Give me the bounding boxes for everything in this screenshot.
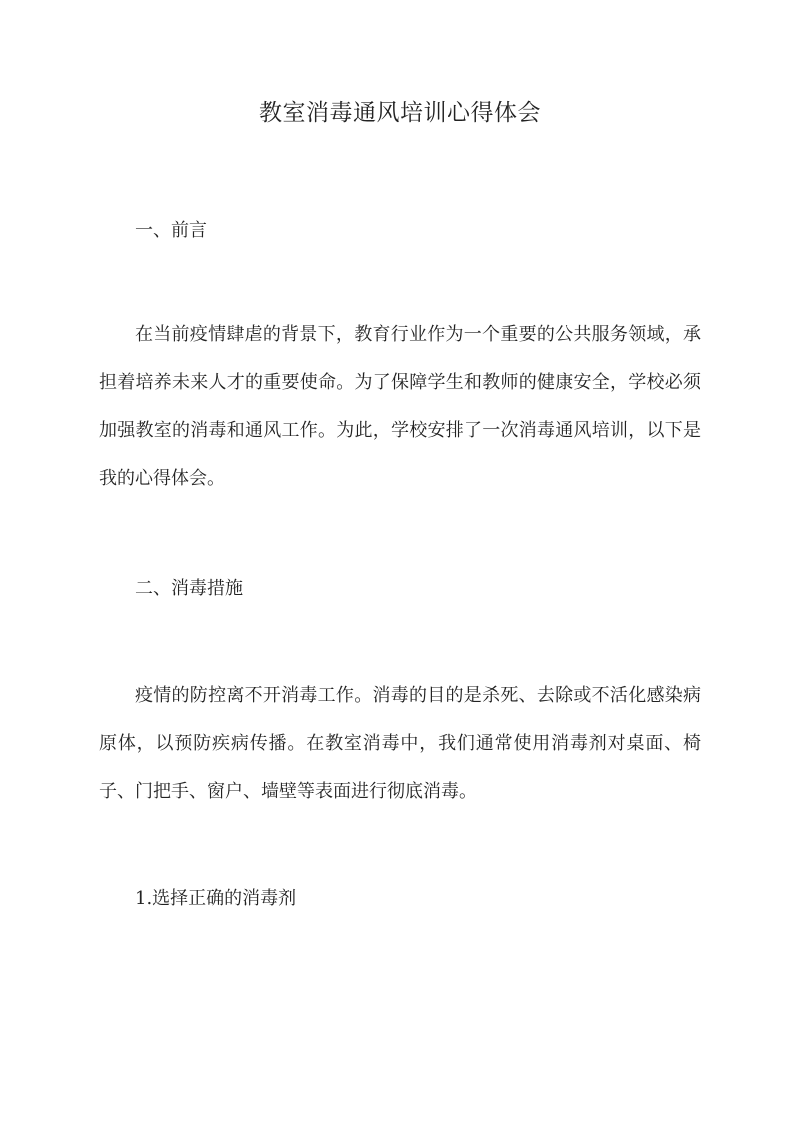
section-heading-preface: 一、前言 <box>135 220 207 241</box>
paragraph-preface: 在当前疫情肆虐的背景下，教育行业作为一个重要的公共服务领域，承担着培养未来人才的重要使命。为了保障学生和教师的健康安全，学校必须加强教室的消毒和通风工作。为此，学校安排了一次消毒通风培训，以下是我的心得体会。 <box>99 324 701 489</box>
subheading-choose-disinfectant: 1.选择正确的消毒剂 <box>135 888 297 909</box>
section-heading-disinfection: 二、消毒措施 <box>135 578 243 599</box>
paragraph-disinfection: 疫情的防控离不开消毒工作。消毒的目的是杀死、去除或不活化感染病原体，以预防疾病传播。在教室消毒中，我们通常使用消毒剂对桌面、椅子、门把手、窗户、墙壁等表面进行彻底消毒。 <box>99 685 701 802</box>
document-title: 教室消毒通风培训心得体会 <box>259 100 541 126</box>
